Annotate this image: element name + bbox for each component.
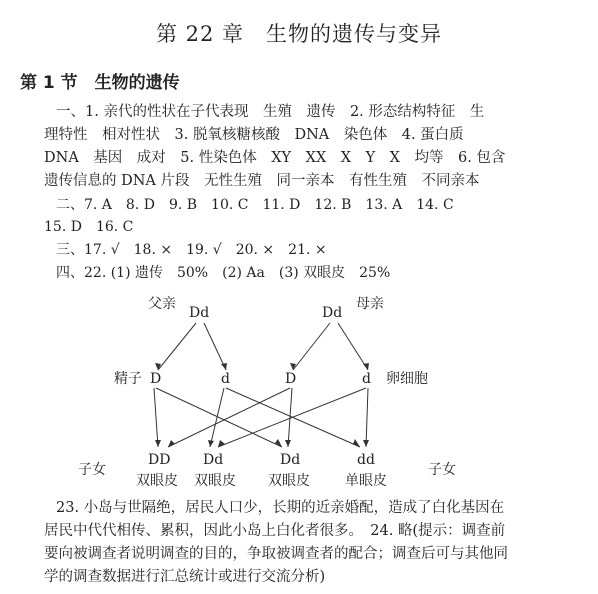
arrow-D-Dd xyxy=(156,388,282,447)
q1-line-1: 一、1. 亲代的性状在子代表现 生殖 遗传 2. 形态结构特征 生 xyxy=(56,104,485,120)
arrow-d-Dd xyxy=(210,388,224,447)
q2-line-2: 15. D 16. C xyxy=(44,219,134,235)
arrowhead xyxy=(208,440,214,447)
phenotype-1: 双眼皮 xyxy=(136,473,178,489)
phenotype-3: 双眼皮 xyxy=(268,473,310,489)
offspring-label-left: 子女 xyxy=(78,462,106,478)
arrow-mother-d xyxy=(338,323,368,370)
gamete-father-d: d xyxy=(221,371,230,387)
arrowhead xyxy=(363,363,369,370)
q23-line-4: 学的调查数据进行汇总统计或进行交流分析) xyxy=(44,569,326,585)
chapter-title: 第 22 章 生物的遗传与变异 xyxy=(155,22,443,46)
arrow-father-D xyxy=(158,323,196,370)
gamete-mother-d: d xyxy=(362,371,371,387)
q1-line-2: 理特性 相对性状 3. 脱氧核糖核酸 DNA 染色体 4. 蛋白质 xyxy=(44,127,464,143)
arrow-D-DD-2 xyxy=(168,388,290,447)
offspring-DD: DD xyxy=(148,452,171,468)
q1-line-3: DNA 基因 成对 5. 性染色体 XY XX X Y X 均等 6. 包含 xyxy=(44,150,506,166)
arrow-D-DD xyxy=(154,388,158,447)
q4-line: 四、22. (1) 遗传 50% (2) Aa (3) 双眼皮 25% xyxy=(56,265,391,281)
arrow-father-d xyxy=(204,323,226,370)
arrow-d-dd-2 xyxy=(366,388,368,447)
gamete-mother-D: D xyxy=(285,371,297,387)
q23-line-2: 居民中代代相传、累积，因此小岛上白化者很多。 24. 略(提示：调查前 xyxy=(44,523,506,539)
gamete-father-D: D xyxy=(150,371,162,387)
q1-line-4: 遗传信息的 DNA 片段 无性生殖 同一亲本 有性生殖 不同亲本 xyxy=(44,173,480,189)
arrowhead xyxy=(363,440,369,447)
section-title: 第 1 节 生物的遗传 xyxy=(20,73,180,93)
q23-line-1: 23. 小岛与世隔绝，居民人口少，长期的近亲婚配，造成了白化基因在 xyxy=(56,500,505,516)
arrowhead xyxy=(290,363,296,370)
phenotype-2: 双眼皮 xyxy=(194,473,236,489)
offspring-Dd-1: Dd xyxy=(203,452,224,468)
father-genotype: Dd xyxy=(189,305,210,321)
offspring-label-right: 子女 xyxy=(428,462,456,478)
offspring-Dd-2: Dd xyxy=(280,452,301,468)
phenotype-4: 单眼皮 xyxy=(345,473,387,489)
egg-label: 卵细胞 xyxy=(386,371,428,387)
mother-label: 母亲 xyxy=(356,296,384,312)
q3-line: 三、17. √ 18. × 19. √ 20. × 21. × xyxy=(56,242,327,258)
father-label: 父亲 xyxy=(148,296,176,312)
q23-line-3: 要向被调查者说明调查的目的，争取被调查者的配合；调查后可与其他同 xyxy=(44,546,508,562)
arrow-d-Dd-2 xyxy=(218,388,366,447)
q2-line-1: 二、7. A 8. D 9. B 10. C 11. D 12. B 13. A 14. C xyxy=(56,197,454,213)
arrowhead xyxy=(168,440,175,447)
mother-genotype: Dd xyxy=(322,305,343,321)
offspring-dd: dd xyxy=(357,452,375,468)
arrowhead xyxy=(155,363,161,370)
arrowhead xyxy=(155,440,161,447)
sperm-label: 精子 xyxy=(114,371,142,387)
arrowhead xyxy=(285,440,291,447)
arrow-mother-D xyxy=(293,323,330,370)
genetics-diagram xyxy=(0,290,598,490)
arrowhead xyxy=(221,363,227,370)
